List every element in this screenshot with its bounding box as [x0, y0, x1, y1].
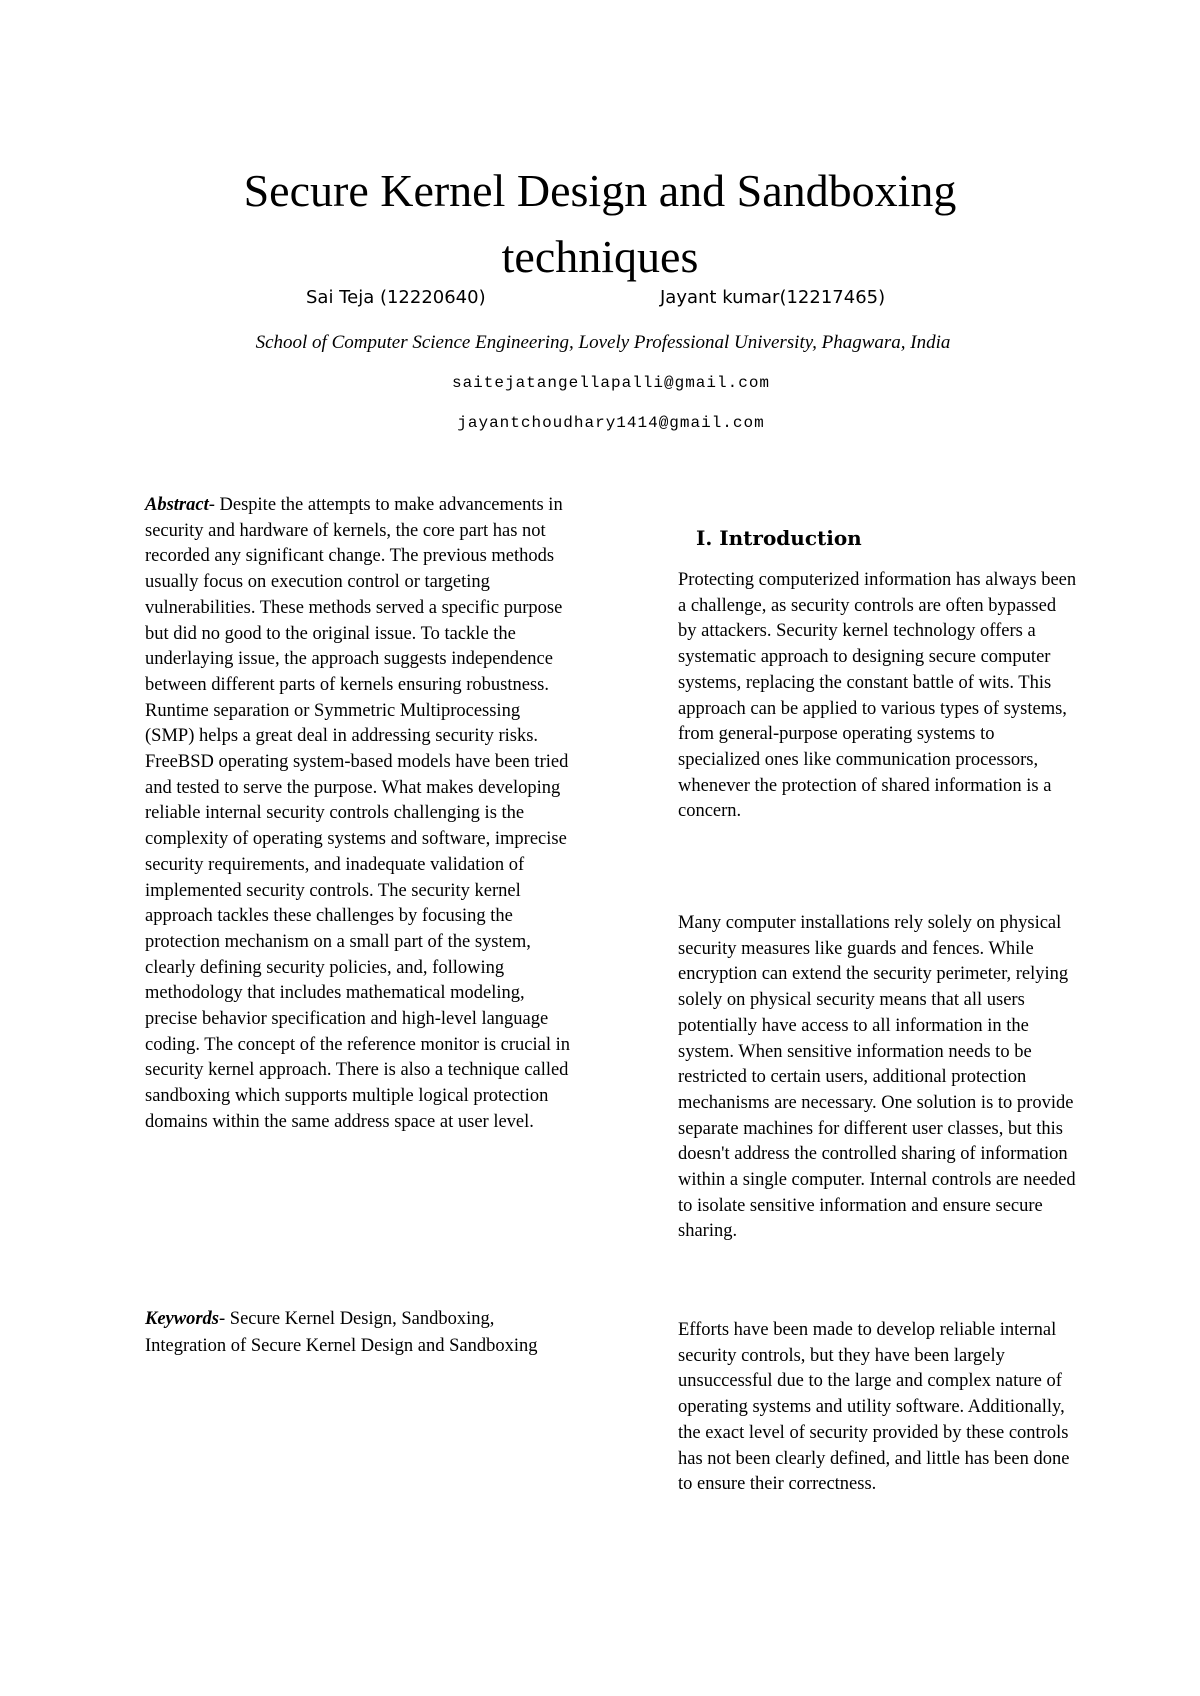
email-2: jayantchoudhary1414@gmail.com	[457, 414, 765, 432]
paper-title-line-2: techniques	[501, 231, 699, 282]
keywords-label: Keywords	[145, 1309, 219, 1329]
abstract-paragraph	[145, 493, 570, 1136]
keywords-paragraph	[145, 1306, 570, 1360]
abstract-label: Abstract	[145, 495, 209, 515]
introduction-paragraph-3: Efforts have been made to develop reliable internal security controls, but they have been largely unsuccessful due to the large and complex nature of operating systems and utility software. Additionally, the exact level of security provided by these controls has not been clearly defined, and little has been done to ensure their correctness.	[678, 1320, 1070, 1495]
keywords-text: - Secure Kernel Design, Sandboxing, Integration of Secure Kernel Design and Sandboxing	[145, 1309, 538, 1356]
introduction-paragraph-2: Many computer installations rely solely on physical security measures like guards and fences. While encryption can extend the security perimeter, relying solely on physical security means that all users potentially have access to all information in the system. When sensitive information needs to be restricted to certain users, additional protection mechanisms are necessary. One solution is to provide separate machines for different user classes, but this doesn't address the controlled sharing of information within a single computer. Internal controls are needed to isolate sensitive information and ensure secure sharing.	[678, 913, 1076, 1242]
abstract-text: - Despite the attempts to make advancements in security and hardware of kernels, the core part has not recorded any significant change. The previous methods usually focus on execution control or targeting vulnerabilities. These methods served a specific purpose but did no good to the original issue. To tackle the underlaying issue, the approach suggests independence between different parts of kernels ensuring robustness. Runtime separation or Symmetric Multiprocessing (SMP) helps a great deal in addressing security risks. FreeBSD operating system-based models have been tried and tested to serve the purpose. What makes developing reliable internal security controls challenging is the complexity of operating systems and software, imprecise security requirements, and inadequate validation of implemented security controls. The security kernel approach tackles these challenges by focusing the protection mechanism on a small part of the system, clearly defining security policies, and, following methodology that includes mathematical modeling, precise behavior specification and high-level language coding. The concept of the reference monitor is crucial in security kernel approach. There is also a technique called sandboxing which supports multiple logical protection domains within the same address space at user level.	[145, 495, 570, 1132]
abstract-section	[145, 493, 570, 1136]
introduction-paragraph-1: Protecting computerized information has always been a challenge, as security controls are often bypassed by attackers. Security kernel technology offers a systematic approach to designing secure computer systems, replacing the constant battle of wits. This approach can be applied to various types of systems, from general-purpose operating systems to specialized ones like communication processors, whenever the protection of shared information is a concern.	[678, 570, 1077, 822]
author-1: Sai Teja (12220640)	[306, 287, 486, 308]
author-2: Jayant kumar(12217465)	[660, 287, 886, 308]
paper-title-line-1: Secure Kernel Design and Sandboxing	[243, 165, 957, 216]
email-1: saitejatangellapalli@gmail.com	[451, 374, 771, 392]
affiliation: School of Computer Science Engineering, Lovely Professional University, Phagwara, India	[255, 332, 951, 353]
section-heading-introduction: I. Introduction	[696, 526, 862, 550]
